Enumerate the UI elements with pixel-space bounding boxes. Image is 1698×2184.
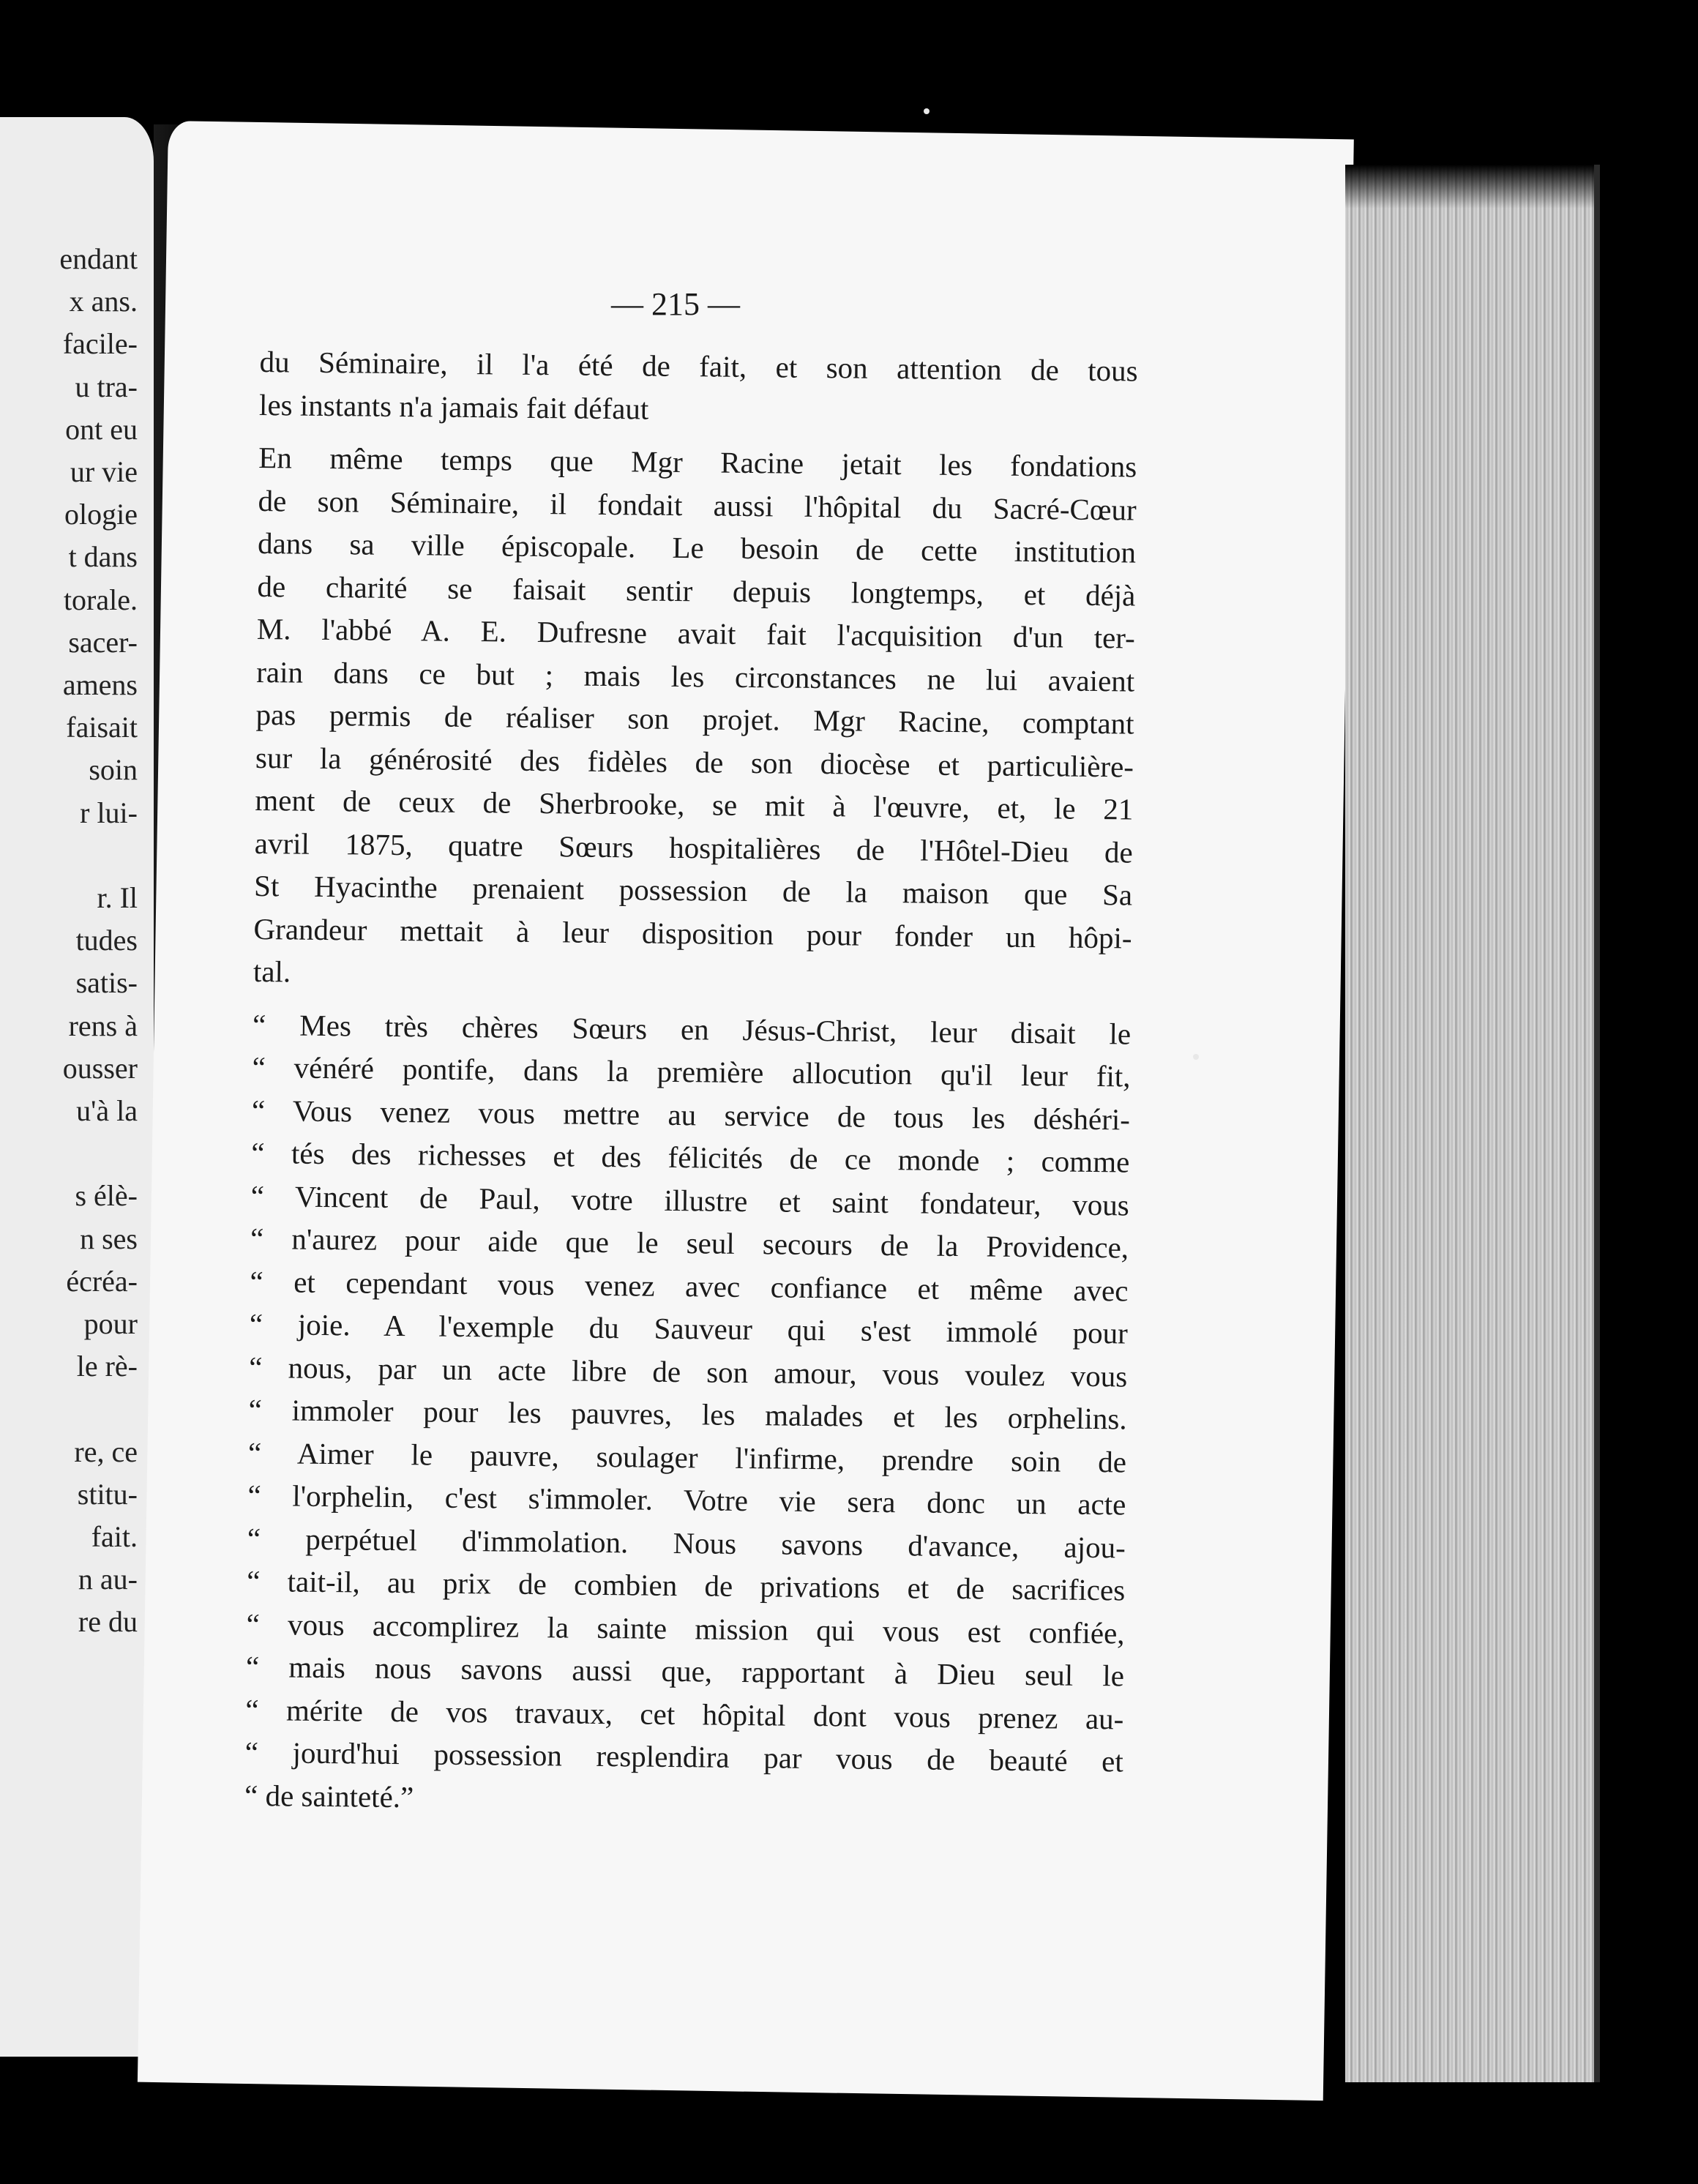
text-line: “ nous, par un acte libre de son amour, vous voulez vous (249, 1350, 1128, 1393)
text-line: “ immoler pour les pauvres, les malades et les orphelins. (248, 1392, 1127, 1436)
text-line: En même temps que Mgr Racine jetait les fondations (258, 440, 1137, 484)
text-line: “ n'aurez pour aide que le seul secours de la Providence, (250, 1221, 1129, 1265)
left-page-fragment: écréa- (66, 1264, 138, 1298)
text-line: de charité se faisait sentir depuis longtemps, et déjà (257, 569, 1136, 613)
left-page-fragment: re du (78, 1605, 138, 1639)
page-text (244, 340, 1138, 1825)
left-page-fragment: stitu- (77, 1477, 138, 1511)
left-page-fragment: satis- (75, 966, 138, 1000)
left-page-fragment: ousser (62, 1051, 138, 1085)
left-page-fragment: ologie (64, 498, 138, 531)
left-page-fragment: pour (83, 1307, 138, 1340)
left-page-fragment: t dans (68, 540, 138, 574)
text-line: St Hyacinthe prenaient possession de la maison que Sa (253, 868, 1133, 912)
text-line: dans sa ville épiscopale. Le besoin de cette institution (257, 526, 1137, 569)
text-line: avril 1875, quatre Sœurs hospitalières de l'Hôtel-Dieu de (254, 826, 1133, 870)
left-page-fragment: ont eu (65, 412, 138, 446)
left-page-fragment: facile- (62, 327, 138, 361)
text-line: pas permis de réaliser son projet. Mgr Racine, comptant (255, 697, 1134, 741)
text-line: rain dans ce but ; mais les circonstances ne lui avaient (256, 654, 1135, 698)
text-line: sur la générosité des fidèles de son diocèse et particulière- (255, 740, 1134, 784)
left-page-fragment: torale. (63, 583, 138, 616)
text-line: “ perpétuel d'immolation. Nous savons d'avance, ajou- (247, 1521, 1126, 1564)
text-line: “ vénéré pontife, dans la première allocution qu'il leur fit, (252, 1050, 1131, 1093)
left-page-fragment: n au- (78, 1563, 138, 1596)
text-line: de son Séminaire, il fondait aussi l'hôpital du Sacré-Cœur (258, 483, 1137, 527)
left-page-fragment: tudes (75, 924, 138, 957)
left-page-fragment: rens à (68, 1009, 138, 1042)
left-page-fragment: u tra- (75, 370, 138, 403)
text-line: “ vous accomplirez la sainte mission qui vous est confiée, (246, 1607, 1125, 1650)
text-line: “ tait-il, au prix de combien de privations et de sacrifices (247, 1563, 1126, 1607)
left-page-fragment: amens (62, 668, 138, 701)
text-line: “ Aimer le pauvre, soulager l'infirme, prendre soin de (247, 1435, 1127, 1478)
left-page-fragment: r lui- (80, 796, 138, 829)
text-line: “ de sainteté.” (244, 1778, 414, 1814)
page-edges (1345, 165, 1600, 2082)
left-page (0, 117, 154, 2057)
text-line: “ l'orphelin, c'est s'immoler. Votre vie sera donc un acte (247, 1478, 1126, 1522)
text-line: “ Vous venez vous mettre au service de tous les déshéri- (251, 1093, 1131, 1137)
left-page-fragment: n ses (80, 1222, 138, 1255)
left-page-fragment: sacer- (68, 625, 138, 659)
text-line: “ Vincent de Paul, votre illustre et saint fondateur, vous (250, 1178, 1129, 1222)
left-page-fragment: x ans. (69, 285, 138, 318)
text-line: “ jourd'hui possession resplendira par vous de beauté et (244, 1735, 1123, 1779)
left-page-fragment: r. Il (97, 881, 138, 914)
text-line: “ mérite de vos travaux, cet hôpital dont vous prenez au- (245, 1692, 1124, 1735)
left-page-fragment: re, ce (74, 1435, 138, 1468)
left-page-fragment: fait. (91, 1520, 138, 1553)
text-line: “ tés des richesses et des félicités de ce monde ; comme (251, 1135, 1130, 1179)
text-line: les instants n'a jamais fait défaut (258, 387, 649, 426)
text-line: ment de ceux de Sherbrooke, se mit à l'œuvre, et, le 21 (255, 782, 1134, 826)
text-line: du Séminaire, il l'a été de fait, et son attention de tous (259, 344, 1138, 388)
left-page-fragment: ur vie (70, 455, 138, 488)
left-page-fragment: s élè- (75, 1179, 138, 1213)
text-line: tal. (253, 954, 291, 989)
left-page-fragment: faisait (66, 711, 138, 744)
text-line: “ Mes très chères Sœurs en Jésus-Christ, leur disait le (252, 1007, 1132, 1051)
left-page-fragment: u'à la (76, 1094, 138, 1127)
text-line: “ mais nous savons aussi que, rapportant à Dieu seul le (245, 1649, 1125, 1693)
page-number: — 215 — (611, 286, 740, 322)
text-line: “ joie. A l'exemple du Sauveur qui s'est immolé pour (249, 1306, 1129, 1350)
film-speck (1193, 1054, 1199, 1060)
film-speck (924, 108, 930, 114)
text-line: Grandeur mettait à leur disposition pour fonder un hôpi- (253, 911, 1132, 955)
left-page-fragment: soin (89, 753, 138, 787)
left-page-fragment: endant (59, 242, 138, 275)
text-line: M. l'abbé A. E. Dufresne avait fait l'acquisition d'un ter- (256, 611, 1136, 655)
text-line: “ et cependant vous venez avec confiance et même avec (250, 1264, 1129, 1307)
left-page-fragment: le rè- (76, 1350, 138, 1383)
